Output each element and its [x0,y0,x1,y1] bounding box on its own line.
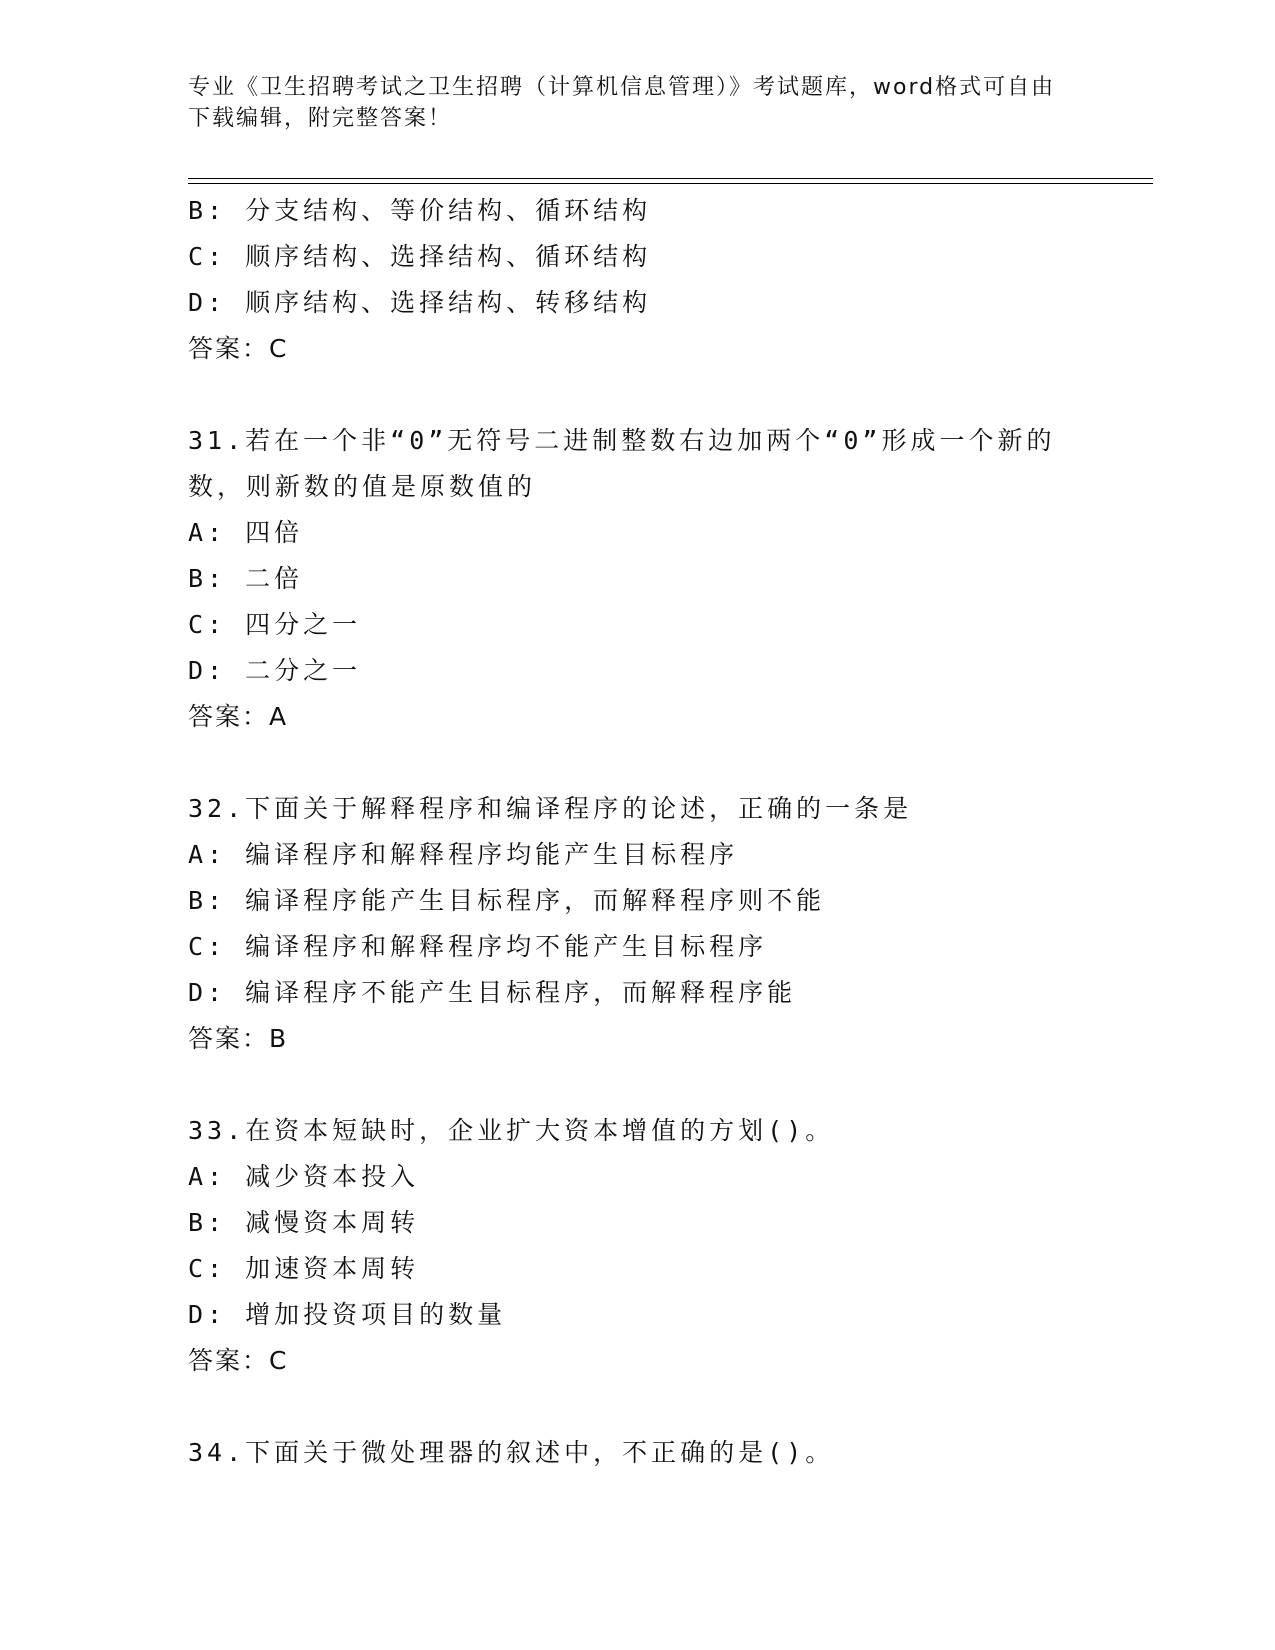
option-c: C: 四分之一 [188,610,362,639]
answer: 答案：A [188,702,289,731]
option-b: B: 编译程序能产生目标程序，而解释程序则不能 [188,886,826,915]
option-c: C: 编译程序和解释程序均不能产生目标程序 [188,932,768,961]
question-30-continued [188,188,1088,372]
header-divider [188,178,1153,184]
option-a: A: 减少资本投入 [188,1162,420,1191]
question-33 [188,1108,1088,1384]
question-text: 33.在资本短缺时，企业扩大资本增值的方划()。 [188,1116,835,1145]
question-32 [188,786,1088,1062]
option-c: C: 加速资本周转 [188,1254,420,1283]
document-header: 专业《卫生招聘考试之卫生招聘（计算机信息管理）》考试题库，word格式可自由下载编辑，附完整答案！ [188,75,1056,131]
answer: 答案：B [188,1024,289,1053]
option-a: A: 四倍 [188,518,304,547]
option-d: D: 顺序结构、选择结构、转移结构 [188,288,652,317]
question-text: 34.下面关于微处理器的叙述中，不正确的是()。 [188,1438,835,1467]
question-text: 32.下面关于解释程序和编译程序的论述，正确的一条是 [188,794,913,823]
option-d: D: 二分之一 [188,656,362,685]
option-d: D: 编译程序不能产生目标程序，而解释程序能 [188,978,797,1007]
document-body [188,188,1088,1476]
answer: 答案：C [188,1346,289,1375]
option-b: B: 分支结构、等价结构、循环结构 [188,196,652,225]
question-34 [188,1430,1088,1476]
question-31 [188,418,1088,740]
option-a: A: 编译程序和解释程序均能产生目标程序 [188,840,739,869]
option-d: D: 增加投资项目的数量 [188,1300,507,1329]
option-b: B: 二倍 [188,564,304,593]
answer: 答案：C [188,334,289,363]
option-c: C: 顺序结构、选择结构、循环结构 [188,242,652,271]
question-text: 31.若在一个非“0”无符号二进制整数右边加两个“0”形成一个新的数，则新数的值是原数值的 [188,426,1056,501]
option-b: B: 减慢资本周转 [188,1208,420,1237]
